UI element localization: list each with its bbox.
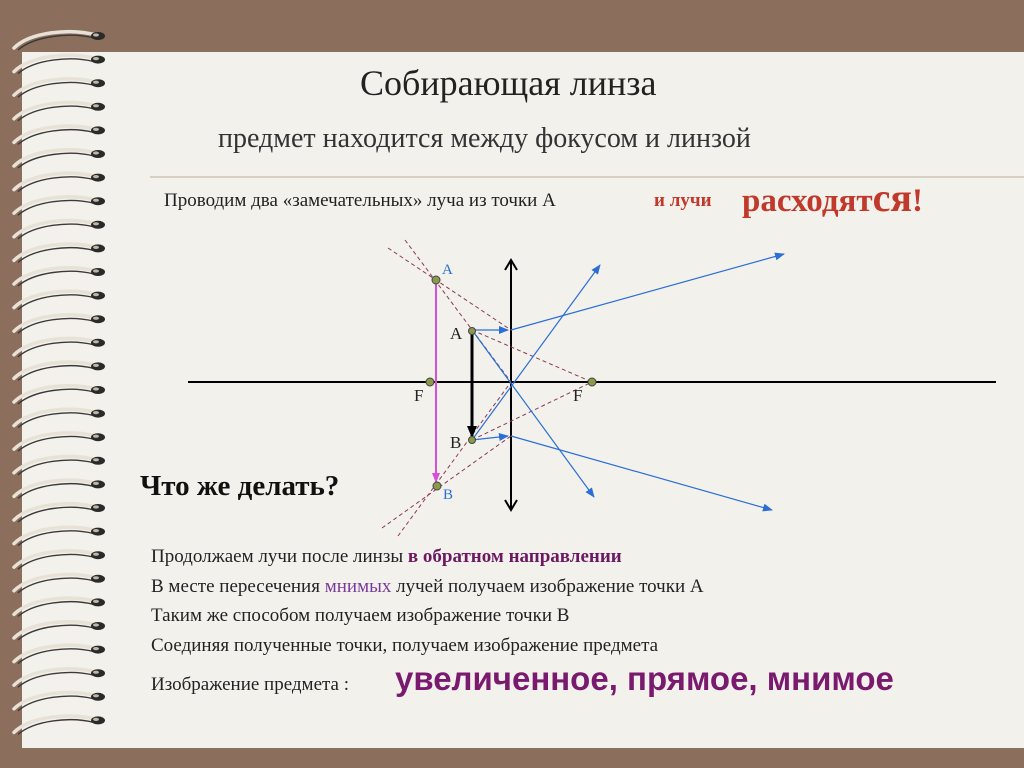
image-point-b (433, 482, 441, 490)
question-text: Что же делать? (140, 470, 340, 502)
label-focus-left: F (414, 386, 424, 405)
focus-point-icon (426, 378, 434, 386)
step-1 (151, 546, 622, 568)
lens-icon (505, 260, 517, 510)
step-1-plain: Продолжаем лучи после линзы (151, 546, 408, 567)
diverge-big: ся (872, 175, 913, 220)
intro-text-rays: и лучи (654, 190, 712, 211)
slide-title: Собирающая линза (360, 63, 657, 103)
step-2-b: мнимых (324, 576, 392, 597)
image-point-a (432, 276, 440, 284)
object-point-b (469, 437, 476, 444)
diverge-main: расходят (742, 183, 873, 219)
label-object-b: B (450, 433, 462, 452)
step-5-value: увеличенное, прямое, мнимое (395, 660, 894, 697)
slide-subtitle: предмет находится между фокусом и линзой (218, 123, 751, 154)
step-2-c: лучей получаем изображение точки А (391, 576, 704, 597)
label-image-a: A (442, 262, 453, 278)
focus-point-icon (588, 378, 596, 386)
step-3: Таким же способом получаем изображение точки В (151, 605, 570, 626)
step-1-bold: в обратном направлении (407, 546, 622, 567)
label-focus-right: F (573, 386, 583, 405)
step-5-label: Изображение предмета : (151, 674, 350, 695)
object-point-a (469, 328, 476, 335)
step-4: Соединяя полученные точки, получаем изображение предмета (151, 635, 659, 656)
label-object-a: A (450, 324, 463, 343)
diverge-end: ! (912, 183, 924, 219)
label-image-b: B (443, 487, 454, 503)
intro-text: Проводим два «замечательных» луча из точки А (164, 190, 556, 211)
step-2-a: В месте пересечения (151, 576, 325, 597)
step-2 (151, 576, 704, 598)
